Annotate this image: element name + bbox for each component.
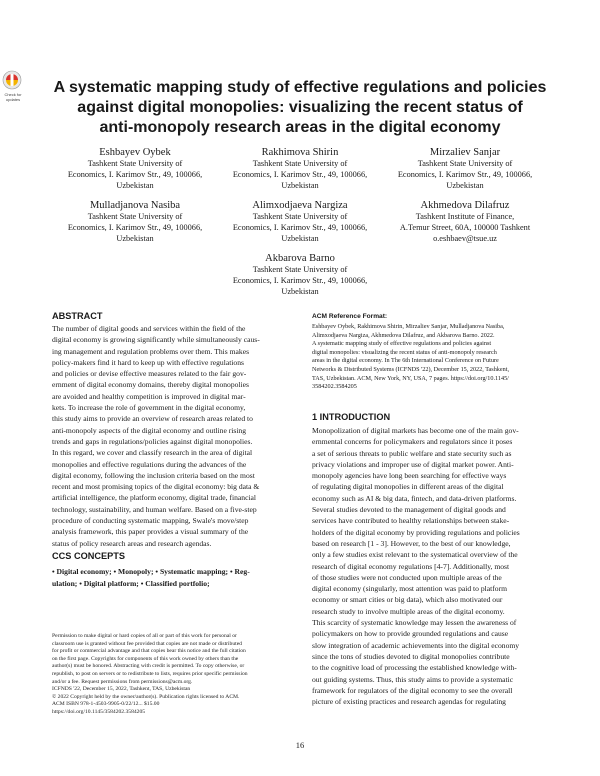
acm-reference-line: A systematic mapping study of effective regulations and policies against [312, 340, 492, 348]
abstract-line: procedure of conducting systematic mapping, Swale's move/step [52, 516, 249, 526]
author-email[interactable]: o.eshbaev@tsue.uz [433, 233, 497, 243]
abstract-line: status of policy research areas and research agendas. [52, 538, 212, 548]
author-block [50, 199, 220, 244]
abstract-line: and policies or devise effective measures related to the fair gov- [52, 369, 247, 379]
intro-line: policymakers on how to provide grounded regulations and cause [312, 629, 509, 639]
permission-line: classroom use is granted without fee provided that copies are not made or distributed [52, 640, 242, 647]
author-block [380, 199, 550, 244]
intro-line: digital economy (singularly, most attention was paid to platform [312, 584, 508, 594]
intro-line: ernmental concerns for policymakers and regulators since it poses [312, 437, 513, 447]
acm-reference-line: Alimxodjaeva Nargiza, Akhmedova Dilafruz, and Akbarova Barno. 2022. [312, 331, 495, 339]
abstract-line: technology, sustainability, and human welfare. Based on a five-step [52, 504, 257, 514]
intro-line: slow integration of academic achievements into the digital economy [312, 640, 520, 650]
author-affiliation: Economics, I. Karimov Str., 49, 100066, [67, 169, 203, 179]
title-line: A systematic mapping study of effective regulations and policies [53, 79, 547, 96]
permission-line: republish, to post on servers or to redistribute to lists, requires prior specific permission [52, 670, 248, 677]
author-name: Eshbayev Oybek [99, 147, 171, 158]
author-block [215, 252, 385, 297]
permission-line: ICFNDS '22, December 15, 2022, Tashkent, TAS, Uzbekistan [52, 686, 191, 693]
intro-line: economy or smart cities or big data), which also motivated our [312, 595, 503, 605]
author-block [215, 199, 385, 244]
permission-line: © 2022 Copyright held by the owner/author(s). Publication rights licensed to ACM. [52, 693, 240, 700]
author-affiliation: Tashkent State University of [252, 265, 348, 274]
author-affiliation: Uzbekistan [281, 233, 319, 243]
author-affiliation: Tashkent State University of [87, 212, 183, 221]
permission-line: for profit or commercial advantage and that copies bear this notice and the full citation [52, 648, 246, 655]
abstract-line: policy-makers find it hard to keep up with effective regulations [52, 357, 244, 367]
author-affiliation: Uzbekistan [446, 180, 484, 190]
ccs-line: ulation; • Digital platform; • Classified portfolio; [52, 578, 210, 588]
acm-reference-heading: ACM Reference Format: [312, 313, 388, 320]
author-affiliation: Tashkent State University of [87, 159, 183, 168]
intro-line: since the tons of studies devoted to digital monopolies contribute [312, 651, 510, 661]
author-affiliation: Economics, I. Karimov Str., 49, 100066, [67, 222, 203, 232]
permission-line: ACM ISBN 978-1-4503-9905-0/22/12... $15.00 [52, 701, 160, 708]
abstract-line: analysis framework, this paper provides a visual summary of the [52, 527, 249, 537]
acm-reference-line: areas in the digital economy. In The 6th International Conference on Future [312, 357, 499, 365]
author-name: Rakhimova Shirin [261, 147, 339, 158]
title-line: anti-monopoly research areas in the digital economy [99, 119, 501, 136]
intro-line: of those studies were not conducted upon multiple areas of the [312, 572, 502, 582]
acm-reference-body [312, 323, 557, 392]
intro-line: based on research [1 - 3]. However, to the best of our knowledge, [312, 538, 511, 548]
intro-line: to the cognitive load of processing the established knowledge with- [312, 663, 517, 673]
intro-line: services have contributed to healthy relationships between stake- [312, 516, 510, 526]
intro-line: research study to involve multiple areas of the digital economy. [312, 606, 505, 616]
author-name: Akbarova Barno [265, 253, 335, 264]
author-block [380, 146, 550, 191]
author-affiliation: Economics, I. Karimov Str., 49, 100066, [232, 275, 368, 285]
abstract-line: digital economy is growing significantly while simultaneously caus- [52, 335, 260, 345]
author-name: Alimxodjaeva Nargiza [252, 200, 348, 211]
author-affiliation: Tashkent State University of [252, 159, 348, 168]
author-name: Mulladjanova Nasiba [89, 200, 181, 211]
abstract-line: kets. To increase the role of government in the digital economy, [52, 403, 246, 413]
intro-line: Monopolization of digital markets has become one of the main gov- [312, 426, 519, 435]
ccs-concepts [52, 566, 297, 589]
acm-reference-line: TAS, Uzbekistan. ACM, New York, NY, USA, 7 pages. https://doi.org/10.1145/ [312, 374, 509, 382]
abstract-line: are avoided and healthy competition is improved in digital mar- [52, 391, 246, 401]
abstract-line: The number of digital goods and services within the field of the [52, 324, 246, 333]
author-block [50, 146, 220, 191]
author-name: Akhmedova Dilafruz [420, 200, 510, 211]
author-affiliation: Uzbekistan [116, 180, 154, 190]
acm-reference-line: Networks & Distributed Systems (ICFNDS '22), December 15, 2022, Tashkent, [312, 365, 509, 373]
intro-line: monopoly agencies have long been searching for effective ways [312, 471, 507, 481]
ccs-heading: CCS CONCEPTS [52, 551, 125, 561]
permission-line: and/or a fee. Request permissions from permissions@acm.org. [52, 678, 193, 685]
intro-line: This scarcity of systematic knowledge may lessen the awareness of [312, 618, 517, 628]
introduction-heading: 1 INTRODUCTION [312, 412, 391, 422]
intro-line: a set of serious threats to public welfare and state security such as [312, 448, 512, 458]
abstract-body [52, 323, 297, 549]
author-name: Mirzaliev Sanjar [429, 147, 501, 158]
author-affiliation: Economics, I. Karimov Str., 49, 100066, [397, 169, 533, 179]
abstract-heading: ABSTRACT [52, 311, 103, 321]
ccs-line: • Digital economy; • Monopoly; • Systematic mapping; • Reg- [52, 567, 250, 576]
intro-line: research of digital economy regulations [4-7]. Additionally, most [312, 561, 510, 571]
acm-reference-line: digital monopolies: visualizing the recent status of anti-monopoly research [312, 348, 497, 356]
abstract-line: ing management and regulation problems over them. This makes [52, 346, 250, 356]
intro-line: Several studies devoted to the management of digital goods and [312, 505, 506, 515]
author-affiliation: Uzbekistan [281, 286, 319, 296]
author-affiliation: Economics, I. Karimov Str., 49, 100066, [232, 169, 368, 179]
abstract-line: trends and gaps in regulations/policies against digital monopolies. [52, 436, 253, 446]
paper-title [40, 78, 560, 138]
check-for-updates-label: Check for updates [4, 92, 22, 102]
intro-line: economy such as AI & big data, fintech, and data-driven platforms. [312, 493, 517, 503]
author-affiliation: Tashkent Institute of Finance, [415, 212, 515, 221]
author-affiliation: Uzbekistan [116, 233, 154, 243]
acm-reference-line: Eshbayev Oybek, Rakhimova Shirin, Mirzaliev Sanjar, Mulladjanova Nasiba, [312, 323, 505, 330]
page-number: 16 [295, 740, 305, 750]
intro-line: picture of existing practices and research agendas for regulating [312, 697, 506, 707]
abstract-line: this study aims to provide an overview of research areas related to [52, 414, 253, 424]
author-affiliation: Uzbekistan [281, 180, 319, 190]
intro-line: framework for regulators of the digital economy to see the overall [312, 685, 513, 695]
intro-line: only a few studies exist relevant to the systematical overview of the [312, 550, 518, 560]
acm-reference-line: 3584202.3584205 [312, 383, 357, 391]
author-affiliation: A.Temur Street, 60A, 100000 Tashkent [399, 222, 531, 232]
abstract-line: monopolies and effective regulations during the advances of the [52, 459, 247, 469]
permission-line: author(s) must be honored. Abstracting with credit is permitted. To copy otherwise, or [52, 663, 245, 670]
permission-line: Permission to make digital or hard copies of all or part of this work for personal or [52, 633, 237, 639]
permission-line: on the first page. Copyrights for components of this work owned by others than the [52, 655, 239, 662]
abstract-line: artificial intelligence, the platform economy, digital trade, financial [52, 493, 257, 503]
author-block [215, 146, 385, 191]
permission-line: https://doi.org/10.1145/3584202.3584205 [52, 708, 146, 715]
intro-line: privacy violations and improper use of digital market power. Anti- [312, 459, 514, 469]
permission-notice [52, 633, 297, 717]
abstract-line: recent and most promising topics of the digital economy: big data & [52, 482, 260, 492]
abstract-line: digital economy, following the inclusion criteria based on the most [52, 470, 255, 480]
intro-line: of regulating digital monopolies in different areas of the digital [312, 482, 504, 492]
abstract-line: anti-monopoly aspects of the digital economy and outline rising [52, 425, 247, 435]
title-line: against digital monopolies: visualizing the recent status of [77, 99, 523, 116]
intro-line: holders of the digital economy by providing regulations and policies [312, 527, 520, 537]
abstract-line: In this regard, we cover and classify research in the area of digital [52, 448, 253, 458]
introduction-body [312, 425, 557, 707]
abstract-line: ernment of digital economy domains, thereby digital monopolies [52, 380, 249, 390]
author-affiliation: Tashkent State University of [417, 159, 513, 168]
author-affiliation: Economics, I. Karimov Str., 49, 100066, [232, 222, 368, 232]
intro-line: out guiding systems. Thus, this study aims to provide a systematic [312, 674, 514, 684]
author-affiliation: Tashkent State University of [252, 212, 348, 221]
check-for-updates-icon[interactable] [2, 70, 22, 92]
